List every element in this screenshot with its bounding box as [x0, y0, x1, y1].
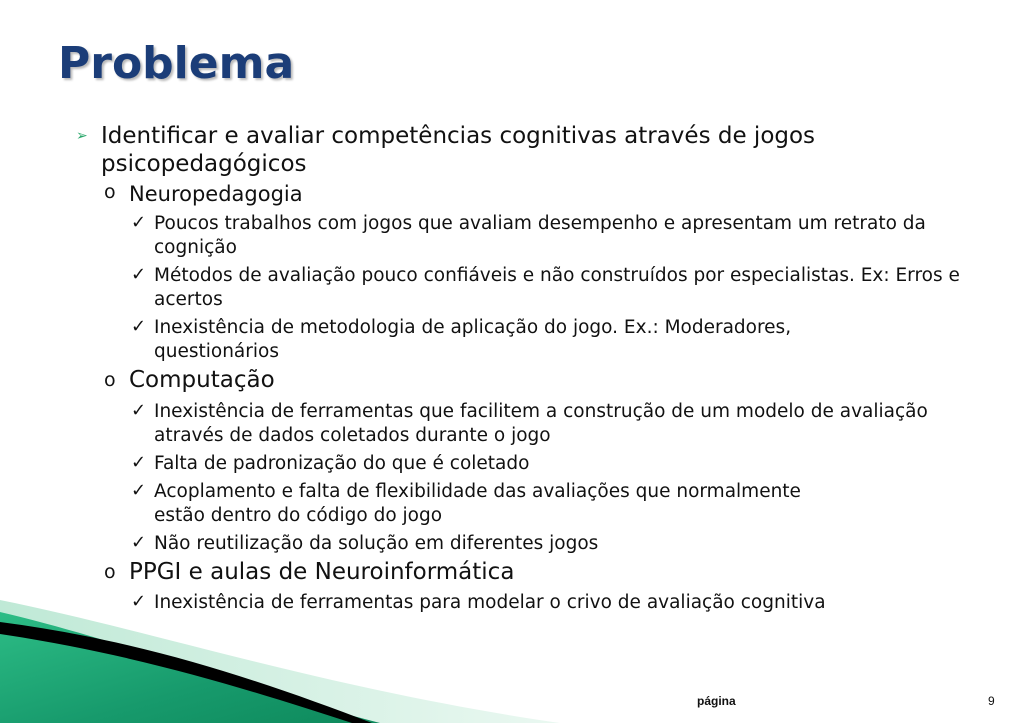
point-neuro-1: Poucos trabalhos com jogos que avaliam desempenho e apresentam um retrato da cognição [154, 213, 926, 258]
check-icon: ✓ [131, 532, 147, 553]
check-icon: ✓ [131, 400, 147, 421]
check-icon: ✓ [131, 212, 147, 233]
check-icon: ✓ [131, 316, 147, 337]
footer-page-number: 9 [988, 694, 995, 708]
circle-bullet-icon: o [104, 369, 116, 391]
check-icon: ✓ [131, 591, 147, 612]
subitem-computacao: Computação [129, 367, 275, 393]
circle-bullet-icon: o [104, 181, 116, 203]
point-ppgi-1: Inexistência de ferramentas para modelar o crivo de avaliação cognitiva [154, 592, 826, 613]
subitem-ppgi: PPGI e aulas de Neuroinformática [129, 559, 515, 585]
arrow-bullet-icon: ➢ [76, 128, 88, 144]
footer-page-label: página [697, 694, 736, 708]
point-neuro-3: Inexistência de metodologia de aplicação do jogo. Ex.: Moderadores, questionários [154, 317, 792, 362]
point-comp-2: Falta de padronização do que é coletado [154, 453, 530, 474]
point-comp-1: Inexistência de ferramentas que facilitem a construção de um modelo de avaliação através de dados coletados durante o jogo [154, 401, 928, 446]
subitem-neuropedagogia: Neuropedagogia [129, 182, 303, 206]
point-neuro-2: Métodos de avaliação pouco confiáveis e não construídos por especialistas. Ex: Erros e acertos [154, 265, 960, 310]
bullet-main: Identificar e avaliar competências cognitivas através de jogos psicopedagógicos [101, 123, 816, 177]
check-icon: ✓ [131, 452, 147, 473]
circle-bullet-icon: o [104, 561, 116, 583]
check-icon: ✓ [131, 480, 147, 501]
point-comp-4: Não reutilização da solução em diferentes jogos [154, 533, 599, 554]
point-comp-3: Acoplamento e falta de flexibilidade das avaliações que normalmente estão dentro do código do jogo [154, 481, 801, 526]
slide-title: Problema [58, 38, 295, 89]
check-icon: ✓ [131, 264, 147, 285]
